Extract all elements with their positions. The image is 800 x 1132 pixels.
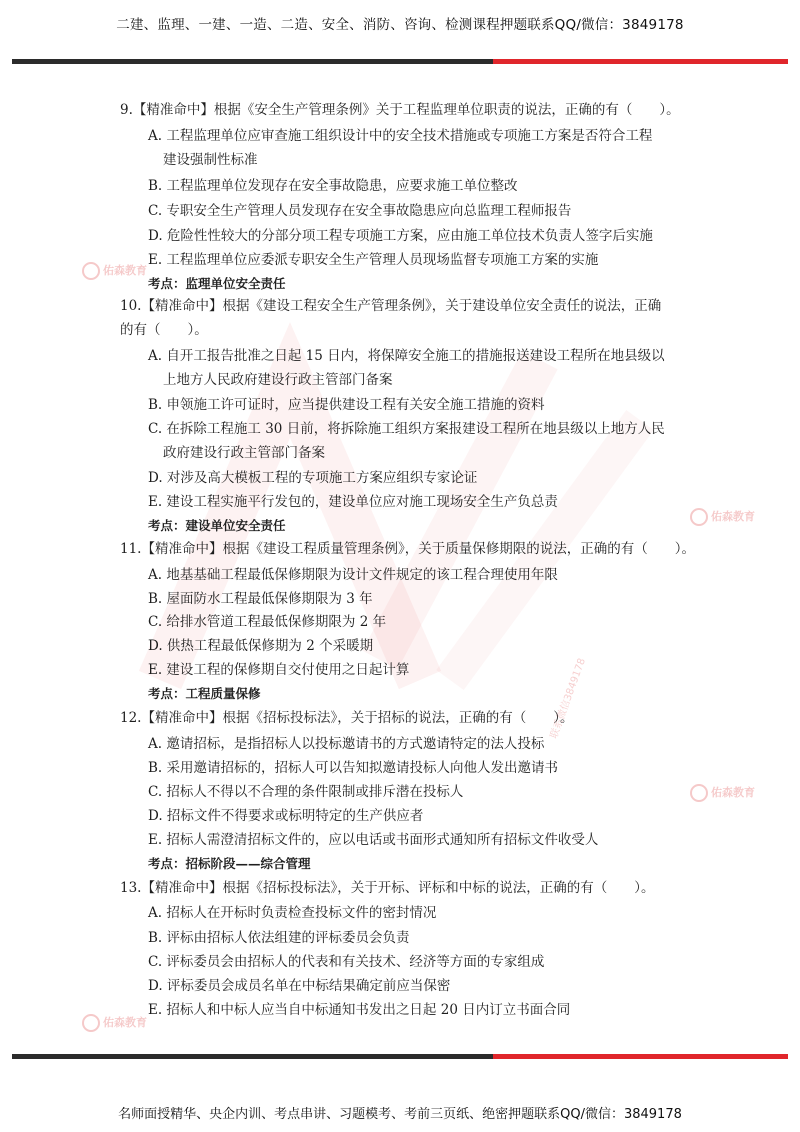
footer-divider [12,1054,788,1059]
question-9-option-a-cont: 建设强制性标准 [163,152,258,168]
question-9-option-e: E. 工程监理单位应委派专职安全生产管理人员现场监督专项施工方案的实施 [148,252,599,268]
question-10-stem-cont: 的有（ ）。 [120,322,208,338]
question-9-stem: 9.【精准命中】根据《安全生产管理条例》关于工程监理单位职责的说法，正确的有（ ）。 [120,102,680,118]
question-12-option-c: C. 招标人不得以不合理的条件限制或排斥潜在投标人 [148,784,464,800]
watermark-logo: 佑森教育 [82,1014,147,1032]
question-10-option-c: C. 在拆除工程施工 30 日前，将拆除施工组织方案报建设工程所在地县级以上地方人民 [148,421,665,437]
question-9-key-point: 考点：监理单位安全责任 [148,276,286,291]
question-11-option-b: B. 屋面防水工程最低保修期限为 3 年 [148,591,373,607]
question-10-option-a-cont: 上地方人民政府建设行政主管部门备案 [163,372,393,388]
question-12-key-point: 考点：招标阶段——综合管理 [148,856,311,871]
question-10-option-e: E. 建设工程实施平行发包的，建设单位应对施工现场安全生产负总责 [148,494,558,510]
question-11-option-c: C. 给排水管道工程最低保修期限为 2 年 [148,614,387,630]
question-11-stem: 11.【精准命中】根据《建设工程质量管理条例》，关于质量保修期限的说法，正确的有（ ）。 [120,541,695,557]
question-9-option-b: B. 工程监理单位发现存在安全事故隐患，应要求施工单位整改 [148,178,518,194]
question-11-option-e: E. 建设工程的保修期自交付使用之日起计算 [148,662,410,678]
question-11-option-d: D. 供热工程最低保修期为 2 个采暖期 [148,638,374,654]
question-10-option-d: D. 对涉及高大模板工程的专项施工方案应组织专家论证 [148,470,478,486]
watermark-logo: 佑森教育 [82,262,147,280]
page-footer: 名师面授精华、央企内训、考点串讲、习题模考、考前三页纸、绝密押题联系QQ/微信：3849178 [118,1107,682,1122]
question-10-option-c-cont: 政府建设行政主管部门备案 [163,445,325,461]
question-9-option-c: C. 专职安全生产管理人员发现存在安全事故隐患应向总监理工程师报告 [148,203,572,219]
question-13-option-d: D. 评标委员会成员名单在中标结果确定前应当保密 [148,978,451,994]
question-10-option-a: A. 自开工报告批准之日起 15 日内，将保障安全施工的措施报送建设工程所在地县级以 [148,348,665,364]
question-13-option-c: C. 评标委员会由招标人的代表和有关技术、经济等方面的专家组成 [148,954,545,970]
question-9-option-a: A. 工程监理单位应审查施工组织设计中的安全技术措施或专项施工方案是否符合工程 [148,128,653,144]
question-11-key-point: 考点：工程质量保修 [148,686,261,701]
question-10-key-point: 考点：建设单位安全责任 [148,518,286,533]
question-13-option-b: B. 评标由招标人依法组建的评标委员会负责 [148,930,410,946]
question-11-option-a: A. 地基基础工程最低保修期限为设计文件规定的该工程合理使用年限 [148,567,558,583]
watermark-logo: 佑森教育 [690,784,755,802]
question-13-option-a: A. 招标人在开标时负责检查投标文件的密封情况 [148,905,437,921]
page-header: 二建、监理、一建、一造、二造、安全、消防、咨询、检测课程押题联系QQ/微信：3849178 [116,17,684,33]
question-10-stem: 10.【精准命中】根据《建设工程安全生产管理条例》，关于建设单位安全责任的说法，正确 [120,298,662,314]
question-13-option-e: E. 招标人和中标人应当自中标通知书发出之日起 20 日内订立书面合同 [148,1002,571,1018]
question-9-option-d: D. 危险性性较大的分部分项工程专项施工方案，应由施工单位技术负责人签字后实施 [148,228,653,244]
watermark-contact: 联系微信3849178 [548,656,589,741]
question-12-option-a: A. 邀请招标，是指招标人以投标邀请书的方式邀请特定的法人投标 [148,736,545,752]
question-12-stem: 12.【精准命中】根据《招标投标法》，关于招标的说法，正确的有（ ）。 [120,710,574,726]
watermark-logo: 佑森教育 [690,508,755,526]
question-13-stem: 13.【精准命中】根据《招标投标法》，关于开标、评标和中标的说法，正确的有（ ）。 [120,880,655,896]
question-10-option-b: B. 申领施工许可证时，应当提供建设工程有关安全施工措施的资料 [148,397,545,413]
question-12-option-d: D. 招标文件不得要求或标明特定的生产供应者 [148,808,424,824]
question-12-option-b: B. 采用邀请招标的，招标人可以告知拟邀请投标人向他人发出邀请书 [148,760,559,776]
question-12-option-e: E. 招标人需澄清招标文件的，应以电话或书面形式通知所有招标文件收受人 [148,832,599,848]
